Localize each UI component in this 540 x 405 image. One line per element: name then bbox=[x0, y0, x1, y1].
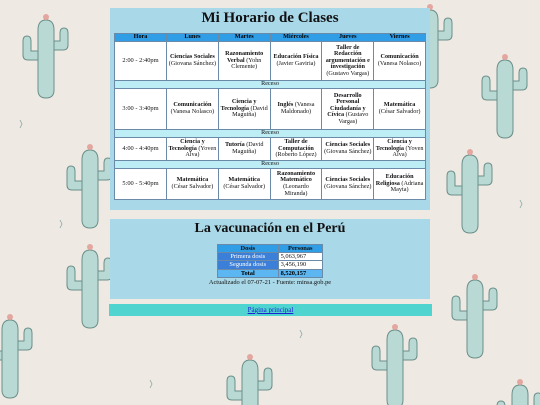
hour-cell: 3:00 - 3:40pm bbox=[115, 89, 167, 130]
total-row bbox=[218, 269, 323, 277]
footer-bar bbox=[109, 304, 432, 316]
header-dosis: Dosis bbox=[218, 245, 279, 253]
class-cell: Ciencias Sociales (Giovana Sánchez) bbox=[322, 138, 374, 161]
class-cell: Ciencia y Tecnología (Yoven Alva) bbox=[167, 138, 219, 161]
class-cell: Ciencia y Tecnología (David Maguiña) bbox=[218, 89, 270, 130]
schedule-table bbox=[114, 33, 426, 200]
hour-cell: 2:00 - 2:40pm bbox=[115, 42, 167, 81]
class-cell: Comunicación (Vanesa Nolasco) bbox=[374, 42, 426, 81]
class-cell: Educación Religiosa (Adriana Mayta) bbox=[374, 169, 426, 200]
class-cell: Tutoría (David Maguiña) bbox=[218, 138, 270, 161]
table-row bbox=[115, 42, 426, 81]
header-hora: Hora bbox=[115, 34, 167, 42]
class-cell: Ciencias Sociales (Giovana Sánchez) bbox=[322, 169, 374, 200]
table-row bbox=[115, 138, 426, 161]
recess-row: Receso bbox=[115, 130, 426, 138]
vaccination-panel bbox=[110, 219, 430, 299]
dose-label: Primera dosis bbox=[218, 253, 279, 261]
table-row bbox=[218, 253, 323, 261]
class-cell: Matemática (César Salvador) bbox=[218, 169, 270, 200]
schedule-title: Mi Horario de Clases bbox=[201, 10, 339, 26]
dose-value: 3,456,190 bbox=[278, 261, 322, 269]
vaccination-table bbox=[217, 244, 323, 278]
class-cell: Educación Física (Javier Gaviria) bbox=[270, 42, 322, 81]
recess-row: Receso bbox=[115, 81, 426, 89]
home-link[interactable]: Página principal bbox=[247, 306, 294, 314]
header-personas: Personas bbox=[278, 245, 322, 253]
header-martes: Martes bbox=[218, 34, 270, 42]
header-miercoles: Miércoles bbox=[270, 34, 322, 42]
header-jueves: Jueves bbox=[322, 34, 374, 42]
total-value: 8,520,157 bbox=[278, 269, 322, 277]
schedule-panel bbox=[110, 8, 430, 210]
recess-row: Receso bbox=[115, 161, 426, 169]
class-cell: Razonamiento Matemático (Leonardo Miranda) bbox=[270, 169, 322, 200]
header-lunes: Lunes bbox=[167, 34, 219, 42]
dose-label: Segunda dosis bbox=[218, 261, 279, 269]
source-note: Actualizado el 07-07-21 - Fuente: minsa.gob.pe bbox=[208, 279, 332, 286]
header-viernes: Viernes bbox=[374, 34, 426, 42]
class-cell: Matemática (César Salvador) bbox=[167, 169, 219, 200]
class-cell: Desarrollo Personal Ciudadanía y Cívica (Gustavo Vargas) bbox=[322, 89, 374, 130]
class-cell: Razonamiento Verbal (Yohn Clemente) bbox=[218, 42, 270, 81]
hour-cell: 5:00 - 5:40pm bbox=[115, 169, 167, 200]
class-cell: Ciencia y Tecnología (Yoven Alva) bbox=[374, 138, 426, 161]
dose-value: 5,063,967 bbox=[278, 253, 322, 261]
class-cell: Comunicación (Vanesa Nolasco) bbox=[167, 89, 219, 130]
class-cell: Ciencias Sociales (Giovana Sánchez) bbox=[167, 42, 219, 81]
class-cell: Matemática (César Salvador) bbox=[374, 89, 426, 130]
class-cell: Inglés (Vanesa Maldonado) bbox=[270, 89, 322, 130]
class-cell: Taller de Redacción argumentación e investigación (Gustavo Vargas) bbox=[322, 42, 374, 81]
table-row bbox=[115, 169, 426, 200]
table-row bbox=[218, 261, 323, 269]
class-cell: Taller de Computación (Roberto López) bbox=[270, 138, 322, 161]
hour-cell: 4:00 - 4:40pm bbox=[115, 138, 167, 161]
table-row bbox=[115, 89, 426, 130]
vaccination-title: La vacunación en el Perú bbox=[194, 221, 346, 236]
total-label: Total bbox=[218, 269, 279, 277]
